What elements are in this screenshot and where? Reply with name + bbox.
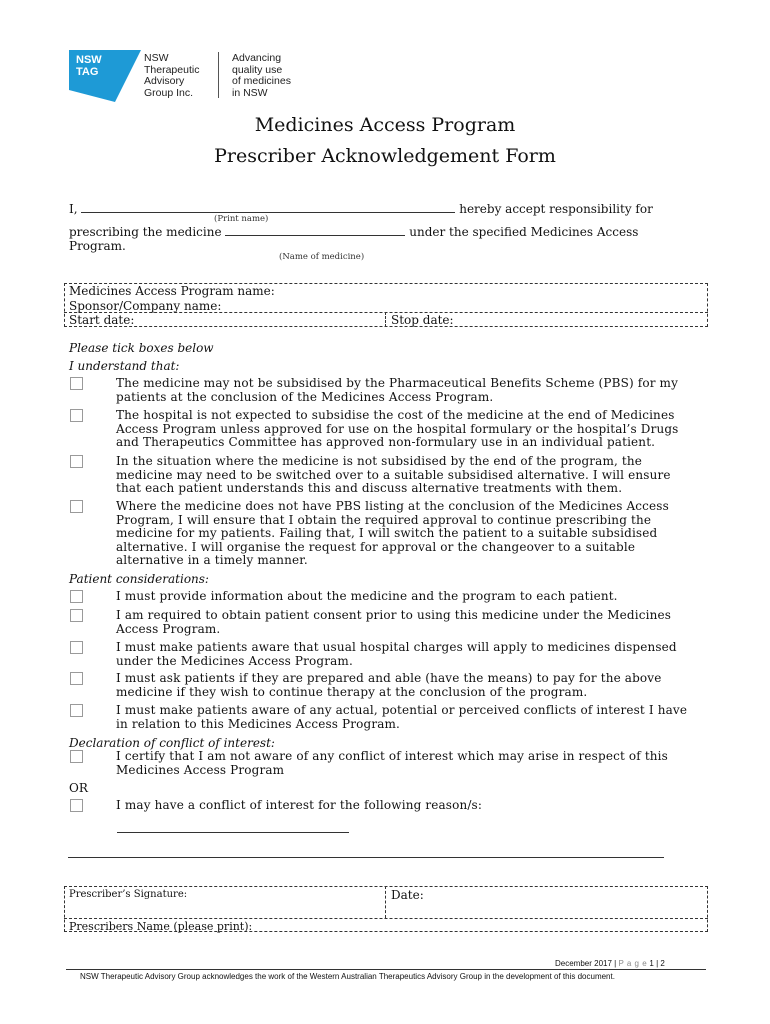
conflict-heading: Declaration of conflict of interest:	[69, 736, 275, 750]
intro-line-2: prescribing the medicine under the specified Medicines Access	[69, 225, 639, 239]
patient-item-4: I must ask patients if they are prepared and able (have the means) to pay for the above medicine if they wish to continue therapy at the conclusion of the program.	[116, 671, 662, 699]
understand-item-4: Where the medicine does not have PBS listing at the conclusion of the Medicines Access Program, I will ensure that I obtain the required approval to continue prescribing the medicine for my patients. Failing that, I will switch the patient to a suitable subsidised alternative. I will organise the request for approval or the changeover to a suitable alternative in a timely manner.	[116, 499, 669, 567]
date-field[interactable]: Date:	[391, 888, 424, 902]
start-date-field[interactable]: Start date:	[69, 313, 135, 327]
logo-divider	[218, 52, 219, 98]
understand-item-3: In the situation where the medicine is not subsidised by the end of the program, the medicine may need to be switched over to a suitable subsidised alternative. I will ensure that each patient understands this and discuss alternative treatments with them.	[116, 454, 671, 495]
conflict-checkbox-1[interactable]	[70, 750, 83, 763]
signature-box-col-divider	[385, 886, 386, 918]
understand-item-2: The hospital is not expected to subsidise the cost of the medicine at the end of Medicines Access Program unless approved for use on the hospital formulary or the hospital’s Drugs and Therapeutics Committee has approved non-formulary use in an individual patient.	[116, 408, 679, 449]
or-label: OR	[69, 781, 88, 795]
sponsor-field[interactable]: Sponsor/Company name:	[69, 299, 222, 313]
signature-box-divider	[64, 918, 708, 919]
program-name-field[interactable]: Medicines Access Program name:	[69, 284, 275, 298]
print-name-field[interactable]	[81, 202, 455, 213]
patient-heading: Patient considerations:	[69, 572, 209, 586]
understand-heading: I understand that:	[69, 359, 180, 373]
conflict-reason-line-1[interactable]	[117, 832, 349, 833]
understand-checkbox-2[interactable]	[70, 409, 83, 422]
footer-acknowledgement: NSW Therapeutic Advisory Group acknowledges the work of the Western Australian Therapeutics Advisory Group in the development of this document.	[80, 972, 615, 981]
logo-mark-text: NSW TAG	[76, 54, 102, 78]
patient-item-3: I must make patients aware that usual hospital charges will apply to medicines dispensed under the Medicines Access Program.	[116, 640, 677, 668]
print-name-caption: (Print name)	[214, 214, 269, 224]
conflict-item-2: I may have a conflict of interest for the following reason/s:	[116, 798, 483, 812]
intro-line-3: Program.	[69, 239, 126, 253]
intro-line-1: I, hereby accept responsibility for	[69, 202, 653, 216]
medicine-name-field[interactable]	[225, 225, 405, 236]
patient-checkbox-3[interactable]	[70, 641, 83, 654]
conflict-item-1: I certify that I am not aware of any conflict of interest which may arise in respect of this Medicines Access Program	[116, 749, 668, 777]
patient-checkbox-4[interactable]	[70, 672, 83, 685]
understand-item-1: The medicine may not be subsidised by the Pharmaceutical Benefits Scheme (PBS) for my patients at the conclusion of the Medicines Access Program.	[116, 376, 679, 404]
patient-item-2: I am required to obtain patient consent prior to using this medicine under the Medicines Access Program.	[116, 608, 672, 636]
medicine-caption: (Name of medicine)	[279, 252, 365, 262]
patient-checkbox-5[interactable]	[70, 704, 83, 717]
signature-field[interactable]: Prescriber’s Signature:	[69, 889, 188, 900]
program-box-col-divider	[385, 312, 386, 327]
logo-org-name: NSW Therapeutic Advisory Group Inc.	[144, 52, 200, 99]
conflict-checkbox-2[interactable]	[70, 799, 83, 812]
understand-checkbox-3[interactable]	[70, 455, 83, 468]
patient-item-1: I must provide information about the medicine and the program to each patient.	[116, 589, 618, 603]
page-subtitle: Prescriber Acknowledgement Form	[214, 145, 556, 167]
footer-rule	[66, 969, 706, 970]
stop-date-field[interactable]: Stop date:	[391, 313, 454, 327]
page-title: Medicines Access Program	[254, 114, 516, 136]
prescriber-name-field[interactable]: Prescribers Name (please print):	[69, 920, 253, 933]
instructions: Please tick boxes below	[69, 341, 214, 355]
footer-page-info: December 2017 | P a g e 1 | 2	[555, 959, 665, 968]
patient-item-5: I must make patients aware of any actual, potential or perceived conflicts of interest I have in relation to this Medicines Access Program.	[116, 703, 688, 731]
logo-tagline: Advancing quality use of medicines in NSW	[232, 52, 291, 99]
patient-checkbox-2[interactable]	[70, 609, 83, 622]
patient-checkbox-1[interactable]	[70, 590, 83, 603]
conflict-reason-line-2[interactable]	[68, 857, 664, 858]
understand-checkbox-1[interactable]	[70, 377, 83, 390]
understand-checkbox-4[interactable]	[70, 500, 83, 513]
